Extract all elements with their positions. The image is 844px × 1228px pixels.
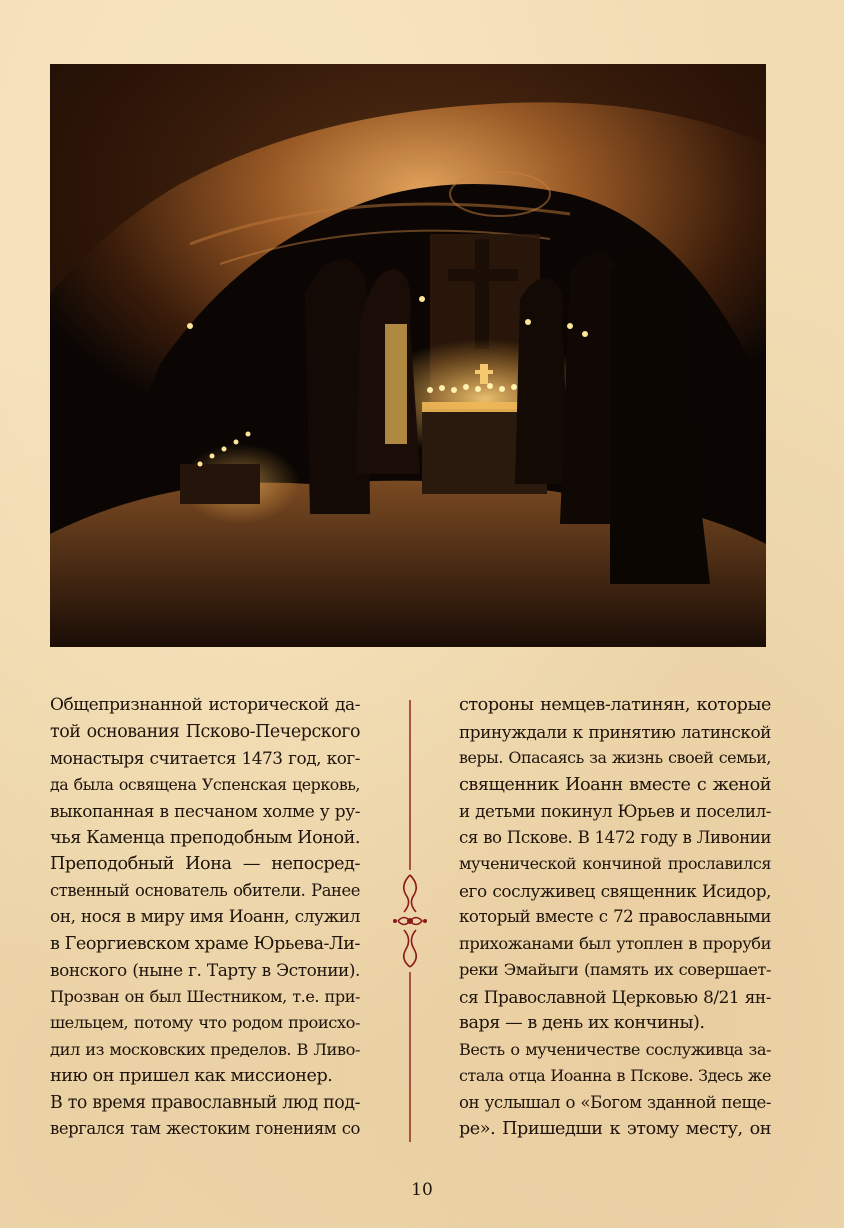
text-line: Общепризнанной исторической да- — [50, 695, 360, 715]
text-line: варя — в день их кончины). — [459, 1013, 705, 1033]
text-line: прихожанами был утоплен в проруби — [459, 933, 771, 953]
text-line: который вместе с 72 православными — [459, 907, 771, 926]
page-number: 10 — [411, 1180, 433, 1200]
text-line: и детьми покинул Юрьев и поселил- — [459, 801, 771, 821]
text-line: веры. Опасаясь за жизнь своей семьи, — [459, 748, 771, 767]
text-line: реки Эмайыги (память их совершает- — [459, 960, 771, 979]
text-column-left — [50, 692, 360, 1143]
text-line: ре». Пришедши к этому месту, он — [459, 1119, 771, 1139]
text-line: дил из московских пределов. В Ливо- — [50, 1039, 360, 1059]
text-line: Весть о мученичестве сослуживца за- — [459, 1039, 771, 1059]
text-line: в Георгиевском храме Юрьева-Ли- — [50, 933, 360, 954]
text-line: его сослуживец священник Исидор, — [459, 880, 771, 901]
text-line: ственный основатель обители. Ранее — [50, 880, 360, 900]
text-line: монастыря считается 1473 год, ког- — [50, 748, 360, 768]
text-line: ся Православной Церковью 8/21 ян- — [459, 986, 771, 1007]
text-column-right — [459, 692, 771, 1143]
text-line: В то время православный люд под- — [50, 1092, 360, 1113]
text-line: мученической кончиной прославился — [459, 854, 771, 873]
cave-chapel-photo-icon — [50, 64, 766, 647]
ornament-icon — [392, 700, 428, 1142]
text-line: чья Каменца преподобным Ионой. — [50, 827, 361, 848]
cave-chapel-photo — [50, 64, 766, 647]
text-line: да была освящена Успенская церковь, — [50, 774, 360, 794]
text-line: вергался там жестоким гонениям со — [50, 1119, 360, 1138]
text-line: принуждали к принятию латинской — [459, 721, 771, 742]
text-line: вонского (ныне г. Тарту в Эстонии). — [50, 960, 360, 980]
text-line: шельцем, потому что родом происхо- — [50, 1013, 360, 1032]
text-line: он услышал о «Богом зданной пеще- — [459, 1092, 771, 1112]
text-line: Преподобный Иона — непосред- — [50, 854, 360, 874]
text-line: стороны немцев-латинян, которые — [459, 695, 771, 715]
text-line: Прозван он был Шестником, т.е. при- — [50, 986, 360, 1006]
text-line: той основания Псково-Печерского — [50, 721, 360, 742]
text-line: он, нося в миру имя Иоанн, служил — [50, 907, 360, 927]
text-line: ся во Пскове. В 1472 году в Ливонии — [459, 827, 771, 847]
text-line: священник Иоанн вместе с женой — [459, 774, 771, 795]
text-line: выкопанная в песчаном холме у ру- — [50, 801, 360, 821]
column-divider-ornament — [392, 700, 428, 1142]
text-line: нию он пришел как миссионер. — [50, 1066, 333, 1086]
text-line: стала отца Иоанна в Пскове. Здесь же — [459, 1066, 771, 1085]
